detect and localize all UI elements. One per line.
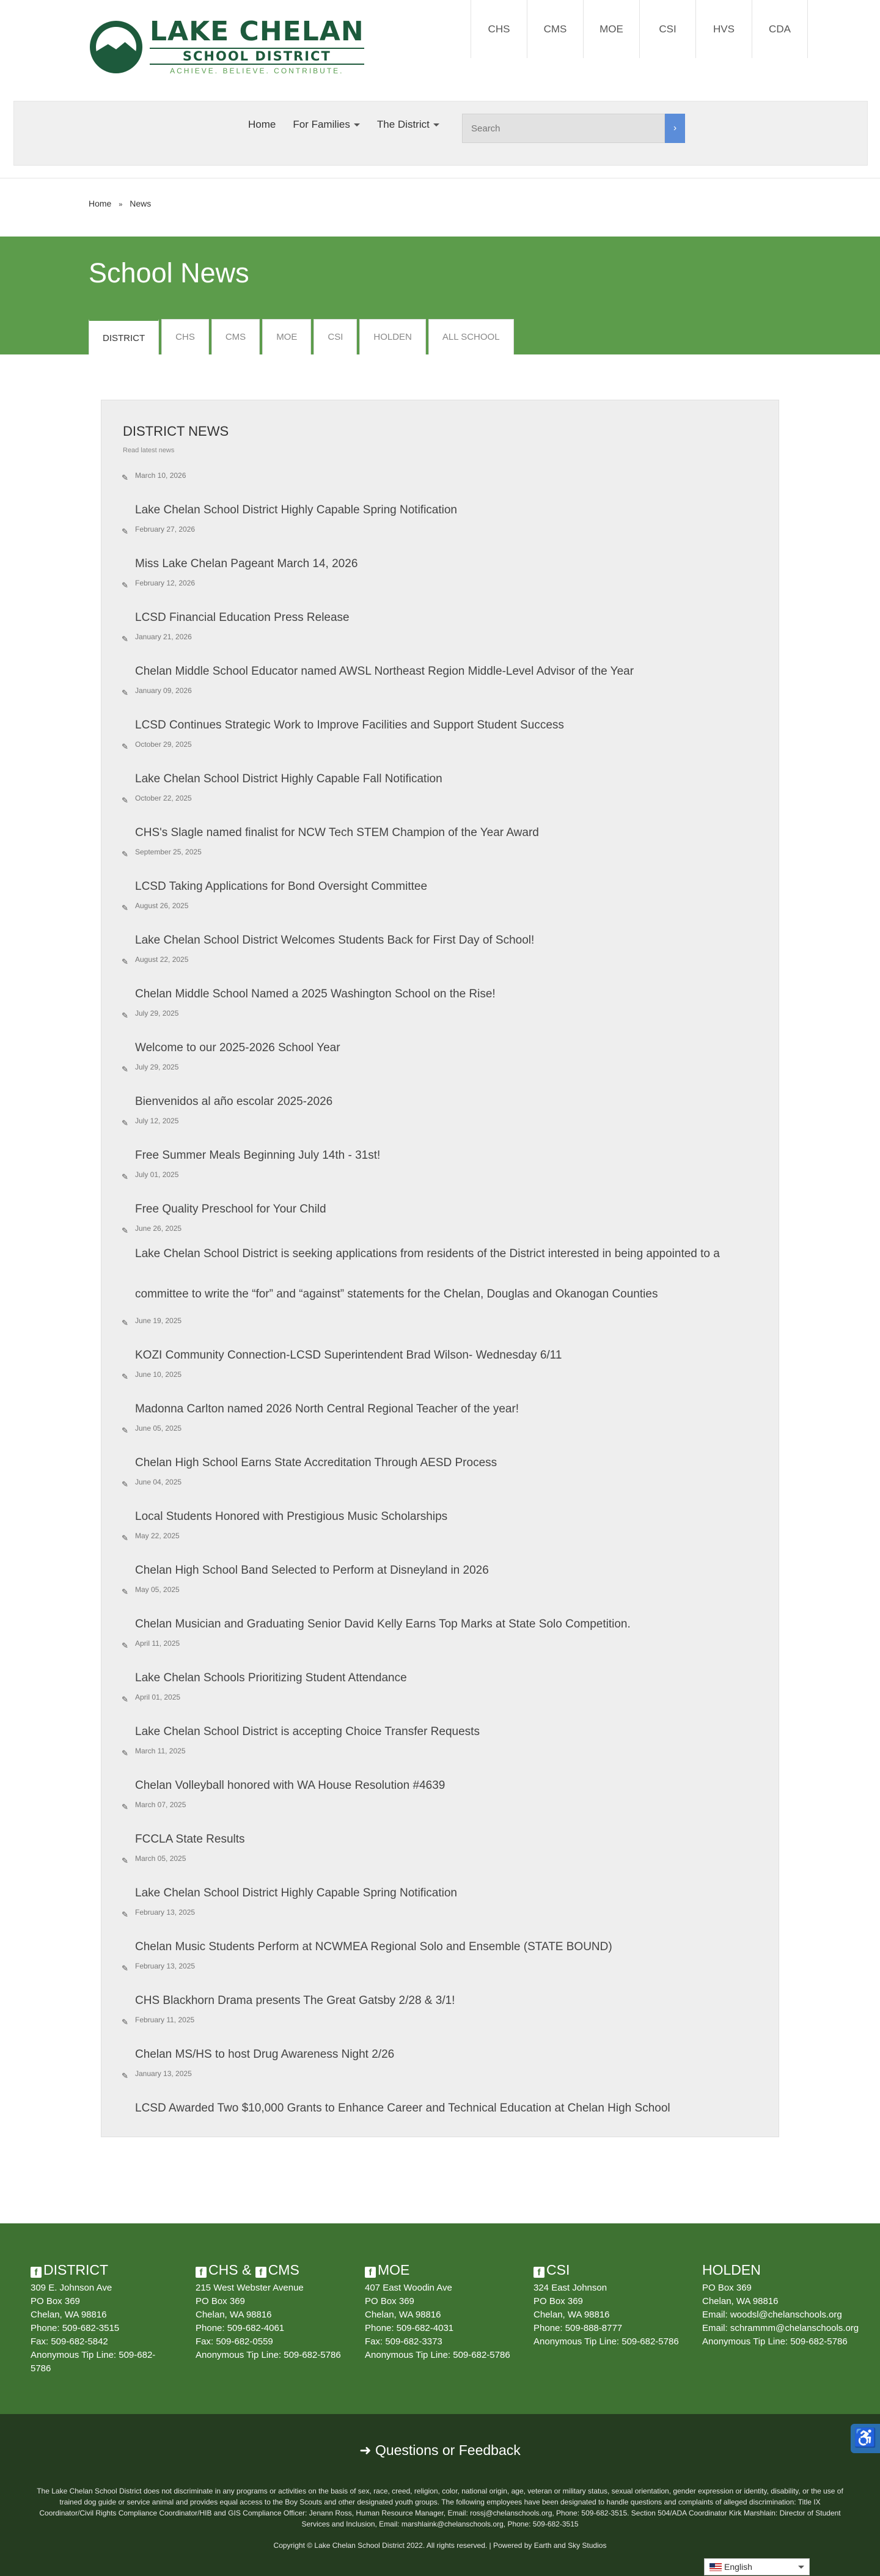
facebook-icon[interactable]: f <box>31 2267 42 2278</box>
news-item <box>122 794 763 848</box>
edit-icon: ✎ <box>122 1372 128 1381</box>
news-list <box>122 471 763 2123</box>
feedback-label: Questions or Feedback <box>375 2442 521 2458</box>
news-date: March 11, 2025 <box>135 1747 186 1755</box>
edit-icon: ✎ <box>122 581 128 590</box>
news-item <box>122 1316 763 1370</box>
news-date: February 27, 2026 <box>135 525 196 534</box>
facebook-icon[interactable]: f <box>255 2267 266 2278</box>
edit-icon: ✎ <box>122 1426 128 1435</box>
chevron-down-icon <box>798 2566 804 2569</box>
news-item <box>122 1370 763 1424</box>
footer-holden-line: Anonymous Tip Line: 509-682-5786 <box>702 2336 848 2347</box>
school-link-csi[interactable]: CSI <box>639 0 695 58</box>
main-navbar <box>13 101 868 166</box>
news-date: August 26, 2025 <box>135 901 189 910</box>
news-title-link[interactable]: Chelan Volleyball honored with WA House Resolution #4639 <box>135 1779 446 1792</box>
footer-csi-title: CSI <box>546 2262 570 2278</box>
news-title-link[interactable]: LCSD Taking Applications for Bond Oversight Committee <box>135 880 428 893</box>
news-date: February 12, 2026 <box>135 579 196 587</box>
search-input[interactable] <box>462 114 665 143</box>
nav-for-families[interactable] <box>293 119 360 131</box>
news-item <box>122 1224 763 1316</box>
footer-csi <box>534 2262 686 2349</box>
news-date: March 07, 2025 <box>135 1800 186 1809</box>
school-link-cms[interactable]: CMS <box>527 0 583 58</box>
page-title: School News <box>89 257 249 288</box>
news-title-link[interactable]: Miss Lake Chelan Pageant March 14, 2026 <box>135 557 358 570</box>
footer-district-line: Phone: 509-682-3515 <box>31 2323 120 2333</box>
footer-chs-title: CHS & <box>208 2262 255 2278</box>
news-date: May 22, 2025 <box>135 1532 180 1540</box>
news-date: June 05, 2025 <box>135 1424 182 1433</box>
logo-tagline: ACHIEVE. BELIEVE. CONTRIBUTE. <box>170 67 344 75</box>
news-panel <box>101 400 779 2137</box>
accessibility-icon[interactable]: ♿ <box>851 2424 880 2453</box>
news-date: June 26, 2025 <box>135 1224 182 1233</box>
news-title-link[interactable]: Welcome to our 2025-2026 School Year <box>135 1041 340 1054</box>
edit-icon: ✎ <box>122 1802 128 1811</box>
chevron-down-icon <box>354 123 360 127</box>
breadcrumb <box>89 199 151 208</box>
news-date: January 13, 2025 <box>135 2069 192 2078</box>
footer-holden-line[interactable]: Email: schrammm@chelanschools.org <box>702 2323 859 2333</box>
news-title-link[interactable]: Local Students Honored with Prestigious Music Scholarships <box>135 1510 448 1523</box>
school-link-hvs[interactable]: HVS <box>695 0 752 58</box>
footer-district-line: Anonymous Tip Line: 509-682- <box>31 2350 156 2360</box>
news-title-link[interactable]: CHS Blackhorn Drama presents The Great Gatsby 2/28 & 3/1! <box>135 1994 455 2007</box>
facebook-icon[interactable]: f <box>365 2267 376 2278</box>
news-title-link[interactable]: Chelan High School Earns State Accreditation Through AESD Process <box>135 1456 497 1469</box>
news-item <box>122 686 763 740</box>
school-link-chs[interactable]: CHS <box>471 0 527 58</box>
news-item <box>122 1532 763 1585</box>
footer-contacts <box>0 2223 880 2414</box>
language-label: English <box>724 2562 752 2572</box>
breadcrumb-home[interactable]: Home <box>89 199 112 208</box>
news-item <box>122 1962 763 2016</box>
news-item <box>122 1063 763 1117</box>
footer-district-line: 5786 <box>31 2363 51 2374</box>
news-date: May 05, 2025 <box>135 1585 180 1594</box>
news-date: February 13, 2025 <box>135 1962 196 1970</box>
news-title-link[interactable]: Chelan MS/HS to host Drug Awareness Night 2/26 <box>135 2048 395 2061</box>
logo-emblem <box>90 21 142 73</box>
edit-icon: ✎ <box>122 1172 128 1181</box>
footer-district-line: 309 E. Johnson Ave <box>31 2283 112 2293</box>
news-item <box>122 2069 763 2123</box>
edit-icon: ✎ <box>122 2017 128 2027</box>
news-item <box>122 2016 763 2069</box>
footer-csi-line: Anonymous Tip Line: 509-682-5786 <box>534 2336 679 2347</box>
news-tabs <box>89 319 514 354</box>
district-logo[interactable] <box>90 18 364 75</box>
news-date: June 04, 2025 <box>135 1478 182 1486</box>
news-date: April 01, 2025 <box>135 1693 181 1701</box>
news-title-link[interactable]: Lake Chelan School District Highly Capable Spring Notification <box>135 1887 457 1899</box>
nav-for-families-label: For Families <box>293 119 350 130</box>
edit-icon: ✎ <box>122 473 128 482</box>
tab-all-school[interactable]: ALL SCHOOL <box>428 319 514 354</box>
news-title-link[interactable]: Lake Chelan School District Highly Capable Spring Notification <box>135 504 457 516</box>
footer-bottom <box>0 2414 880 2576</box>
footer-moe-title: MOE <box>378 2262 410 2278</box>
footer-cms-title: CMS <box>268 2262 299 2278</box>
news-title-link[interactable]: LCSD Financial Education Press Release <box>135 611 350 624</box>
facebook-icon[interactable]: f <box>534 2267 544 2278</box>
tab-district[interactable]: DISTRICT <box>89 319 159 354</box>
news-section-subtitle: Read latest news <box>123 447 175 454</box>
footer-district-line: Fax: 509-682-5842 <box>31 2336 108 2347</box>
news-date: April 11, 2025 <box>135 1639 180 1648</box>
news-title-link[interactable]: Chelan Middle School Named a 2025 Washington School on the Rise! <box>135 988 496 1000</box>
news-title-link[interactable]: CHS's Slagle named finalist for NCW Tech STEM Champion of the Year Award <box>135 826 539 839</box>
news-date: July 12, 2025 <box>135 1117 179 1125</box>
edit-icon: ✎ <box>122 1065 128 1074</box>
footer-holden <box>702 2262 867 2349</box>
footer-chs-line: Fax: 509-682-0559 <box>196 2336 273 2347</box>
footer-holden-line: Chelan, WA 98816 <box>702 2296 779 2306</box>
news-title-link[interactable]: Lake Chelan School District Welcomes Students Back for First Day of School! <box>135 934 535 947</box>
footer-csi-line: PO Box 369 <box>534 2296 583 2306</box>
news-section-title: DISTRICT NEWS <box>123 424 229 439</box>
news-title-link[interactable]: Lake Chelan School District is accepting Choice Transfer Requests <box>135 1725 480 1738</box>
news-date: October 22, 2025 <box>135 794 192 802</box>
breadcrumb-current: News <box>130 199 152 208</box>
edit-icon: ✎ <box>122 1587 128 1596</box>
language-select[interactable] <box>704 2558 810 2575</box>
edit-icon: ✎ <box>122 634 128 644</box>
footer-chs-cms <box>196 2262 348 2362</box>
edit-icon: ✎ <box>122 1118 128 1128</box>
school-link-cda[interactable]: CDA <box>752 0 808 58</box>
edit-icon: ✎ <box>122 742 128 751</box>
news-item <box>122 1800 763 1854</box>
school-links <box>471 0 808 58</box>
edit-icon: ✎ <box>122 1749 128 1758</box>
news-title-link[interactable]: Chelan Middle School Educator named AWSL Northeast Region Middle-Level Advisor of the Year <box>135 665 634 678</box>
edit-icon: ✎ <box>122 1533 128 1543</box>
edit-icon: ✎ <box>122 1910 128 1919</box>
footer-holden-title: HOLDEN <box>702 2262 761 2278</box>
news-date: July 29, 2025 <box>135 1009 179 1018</box>
copyright: Copyright © Lake Chelan School District 2022. All rights reserved. | Powered by Earth and Sky Studios <box>273 2541 607 2550</box>
footer-district-title: DISTRICT <box>43 2262 109 2278</box>
news-item <box>122 633 763 686</box>
news-date: February 11, 2025 <box>135 2016 195 2024</box>
search-button[interactable]: › <box>665 114 685 143</box>
news-item <box>122 1854 763 1908</box>
footer-csi-line: Phone: 509-888-8777 <box>534 2323 623 2333</box>
news-item <box>122 1908 763 1962</box>
page-banner <box>0 237 880 354</box>
news-title-link[interactable]: Chelan Musician and Graduating Senior David Kelly Earns Top Marks at State Solo Competition. <box>135 1618 631 1631</box>
footer-holden-line: PO Box 369 <box>702 2283 752 2293</box>
news-item <box>122 1693 763 1747</box>
news-item <box>122 1585 763 1639</box>
us-flag-icon <box>710 2563 722 2571</box>
edit-icon: ✎ <box>122 688 128 697</box>
tab-csi[interactable]: CSI <box>314 319 357 354</box>
edit-icon: ✎ <box>122 1226 128 1235</box>
tab-holden[interactable]: HOLDEN <box>359 319 426 354</box>
news-title-link[interactable]: Chelan Music Students Perform at NCWMEA Regional Solo and Ensemble (STATE BOUND) <box>135 1940 612 1953</box>
news-item <box>122 740 763 794</box>
news-title-link[interactable]: FCCLA State Results <box>135 1833 245 1846</box>
edit-icon: ✎ <box>122 903 128 912</box>
logo-title: LAKE CHELAN <box>150 16 364 47</box>
edit-icon: ✎ <box>122 1011 128 1020</box>
feedback-link[interactable] <box>0 2442 880 2459</box>
arrow-right-icon: ➜ <box>359 2442 375 2458</box>
school-link-moe[interactable]: MOE <box>583 0 639 58</box>
news-date: August 22, 2025 <box>135 955 189 964</box>
footer-chs-line: Phone: 509-682-4061 <box>196 2323 285 2333</box>
news-title-link[interactable]: Lake Chelan School District is seeking applications from residents of the District interested in being appointed to a committee to write the “for” and “against” statements for the Chelan, Douglas and Okanogan Counties <box>135 1247 720 1301</box>
nav-home[interactable]: Home <box>248 119 276 130</box>
footer-moe <box>365 2262 518 2362</box>
news-item <box>122 1478 763 1532</box>
nav-the-district[interactable] <box>377 119 439 131</box>
news-date: January 21, 2026 <box>135 633 192 641</box>
site-header <box>0 0 880 95</box>
news-date: March 05, 2025 <box>135 1854 186 1863</box>
nondiscrimination-statement: The Lake Chelan School District does not discriminate in any programs or activities on the basis of sex, race, creed, religion, color, national origin, age, veteran or military status, sexual orientation, gender expression or identity, disability, or the use of trained dog guide or service animal and provides equal access to the Boy Scouts and other designated youth groups. The following employees have been designated to handle questions and complaints of alleged discrimination: Title IX Coordinator/Civil Rights Compliance Coordinator/HIB and GIS Compliance Officer: Jenann Ross, Human Resource Manager, Email: rossj@chelanschools.org, Phone: 509-682-3515. Section 504/ADA Coordinator Kirk Marshlain: Director of Student Services and Inclusion, Email: marshlaink@chelanschools.org, Phone: 509-682-3515 <box>37 2487 843 2528</box>
footer-csi-line: 324 East Johnson <box>534 2283 607 2293</box>
footer-moe-line: Phone: 509-682-4031 <box>365 2323 454 2333</box>
news-title-link[interactable]: Free Summer Meals Beginning July 14th - 31st! <box>135 1149 381 1162</box>
footer-moe-line: Fax: 509-682-3373 <box>365 2336 442 2347</box>
news-date: July 01, 2025 <box>135 1170 179 1179</box>
news-item <box>122 1639 763 1693</box>
edit-icon: ✎ <box>122 1641 128 1650</box>
news-title-link[interactable]: LCSD Awarded Two $10,000 Grants to Enhance Career and Technical Education at Chelan High School <box>135 2102 670 2115</box>
facebook-icon[interactable]: f <box>196 2267 207 2278</box>
edit-icon: ✎ <box>122 1695 128 1704</box>
footer-district <box>31 2262 171 2376</box>
news-date: February 13, 2025 <box>135 1908 196 1917</box>
footer-chs-line: 215 West Webster Avenue <box>196 2283 304 2293</box>
footer-holden-line[interactable]: Email: woodsl@chelanschools.org <box>702 2310 842 2320</box>
tab-cms[interactable]: CMS <box>211 319 260 354</box>
edit-icon: ✎ <box>122 1318 128 1327</box>
edit-icon: ✎ <box>122 527 128 536</box>
news-item <box>122 848 763 901</box>
footer-moe-line: Chelan, WA 98816 <box>365 2310 441 2320</box>
news-date: July 29, 2025 <box>135 1063 179 1071</box>
news-item <box>122 579 763 633</box>
breadcrumb-separator: » <box>119 201 123 208</box>
news-item <box>122 1424 763 1478</box>
footer-moe-line: 407 East Woodin Ave <box>365 2283 452 2293</box>
news-item <box>122 525 763 579</box>
news-item <box>122 1170 763 1224</box>
edit-icon: ✎ <box>122 849 128 859</box>
news-title-link[interactable]: Bienvenidos al año escolar 2025-2026 <box>135 1095 333 1108</box>
footer-district-line: Chelan, WA 98816 <box>31 2310 107 2320</box>
edit-icon: ✎ <box>122 1480 128 1489</box>
news-item <box>122 1117 763 1170</box>
news-title-link[interactable]: Lake Chelan School District Highly Capable Fall Notification <box>135 772 442 785</box>
footer-district-line: PO Box 369 <box>31 2296 80 2306</box>
news-title-link[interactable]: Chelan High School Band Selected to Perform at Disneyland in 2026 <box>135 1564 489 1577</box>
news-date: January 09, 2026 <box>135 686 192 695</box>
edit-icon: ✎ <box>122 796 128 805</box>
edit-icon: ✎ <box>122 1856 128 1865</box>
edit-icon: ✎ <box>122 957 128 966</box>
news-item <box>122 955 763 1009</box>
news-title-link[interactable]: KOZI Community Connection-LCSD Superintendent Brad Wilson- Wednesday 6/11 <box>135 1349 562 1362</box>
news-title-link[interactable]: Free Quality Preschool for Your Child <box>135 1203 326 1216</box>
news-date: September 25, 2025 <box>135 848 202 856</box>
footer-csi-line: Chelan, WA 98816 <box>534 2310 610 2320</box>
news-title-link[interactable]: LCSD Continues Strategic Work to Improve Facilities and Support Student Success <box>135 719 564 732</box>
news-title-link[interactable]: Lake Chelan Schools Prioritizing Student Attendance <box>135 1671 407 1684</box>
footer-moe-line: PO Box 369 <box>365 2296 414 2306</box>
news-item <box>122 1747 763 1800</box>
edit-icon: ✎ <box>122 2071 128 2080</box>
chevron-down-icon <box>433 123 439 127</box>
logo-subtitle: SCHOOL DISTRICT <box>150 48 364 65</box>
news-item <box>122 1009 763 1063</box>
footer-chs-line: Anonymous Tip Line: 509-682-5786 <box>196 2350 341 2360</box>
footer-chs-line: PO Box 369 <box>196 2296 245 2306</box>
news-item <box>122 471 763 525</box>
edit-icon: ✎ <box>122 1964 128 1973</box>
news-date: June 10, 2025 <box>135 1370 182 1379</box>
news-date: June 19, 2025 <box>135 1316 182 1325</box>
tab-moe[interactable]: MOE <box>262 319 311 354</box>
tab-chs[interactable]: CHS <box>161 319 209 354</box>
footer-moe-line: Anonymous Tip Line: 509-682-5786 <box>365 2350 510 2360</box>
news-date: March 10, 2026 <box>135 471 186 480</box>
news-title-link[interactable]: Madonna Carlton named 2026 North Central Regional Teacher of the year! <box>135 1403 519 1415</box>
nav-the-district-label: The District <box>376 119 430 130</box>
footer-chs-line: Chelan, WA 98816 <box>196 2310 272 2320</box>
news-date: October 29, 2025 <box>135 740 192 749</box>
news-item <box>122 901 763 955</box>
